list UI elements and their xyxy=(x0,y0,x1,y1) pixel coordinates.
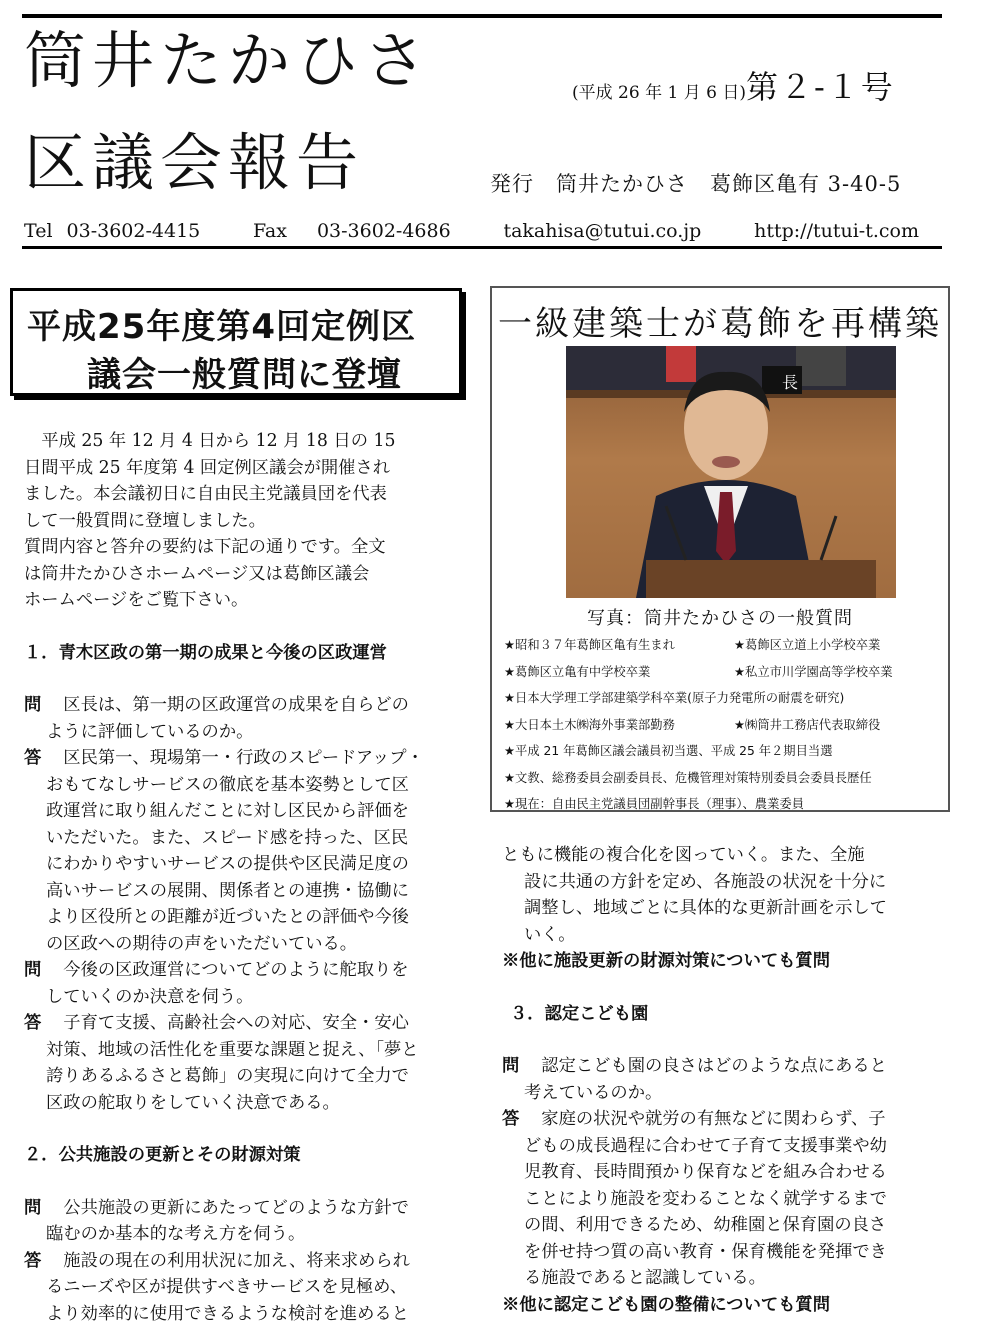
section1-answer1 xyxy=(24,745,424,957)
question-tag: 問 xyxy=(502,1056,520,1076)
header-bottom-rule xyxy=(22,246,942,249)
answer-text: ともに機能の複合化を図っていく。また、全施 xyxy=(502,845,865,865)
bio-item: ★㈱筒井工務店代表取締役 xyxy=(734,717,881,732)
website-link[interactable]: http://tutui-t.com xyxy=(754,220,919,242)
answer-text: おもてなしサービスの徹底を基本姿勢として区 xyxy=(46,774,409,795)
profile-box xyxy=(490,286,950,812)
headline-line1: 平成25年度第4回定例区 xyxy=(27,307,416,347)
answer-text: る施設であると認識している。 xyxy=(524,1268,766,1288)
intro-line: して一般質問に登壇しました。 xyxy=(24,510,266,531)
speaker-photo-illustration xyxy=(566,346,896,598)
section1-heading: １．青木区政の第一期の成果と今後の区政運営 xyxy=(24,642,387,663)
speaker-photo xyxy=(566,346,896,598)
intro-paragraph xyxy=(24,428,424,614)
section3-heading: ３．認定こども園 xyxy=(510,1003,649,1024)
answer-text: の区政への期待の声をいただいている。 xyxy=(46,933,358,954)
headline-box xyxy=(10,288,462,396)
answer-tag: 答 xyxy=(24,1013,42,1033)
publisher-info: 発行 筒井たかひさ 葛飾区亀有 3-40-5 xyxy=(490,172,902,196)
question-tag: 問 xyxy=(24,960,42,980)
left-column xyxy=(24,428,424,1327)
answer-text: るニーズや区が提供すべきサービスを見極め、 xyxy=(46,1277,408,1297)
answer-text: 政運営に取り組んだことに対し区民から評価を xyxy=(46,801,409,821)
issue-date: (平成 26 年 1 月 6 日) xyxy=(572,83,746,103)
question-tag: 問 xyxy=(24,1197,42,1218)
question-text: 臨むのか基本的な考え方を伺う。 xyxy=(46,1224,306,1244)
intro-line: 質問内容と答弁の要約は下記の通りです。全文 xyxy=(24,537,386,557)
section3-answer xyxy=(502,1106,887,1292)
section1-question2 xyxy=(24,957,424,1010)
answer-text: 対策、地域の活性化を重要な課題と捉え、「夢と xyxy=(46,1039,419,1060)
intro-line: 日間平成 25 年度第 4 回定例区議会が開催され xyxy=(24,457,391,478)
section1-question1 xyxy=(24,692,424,745)
intro-line: ました。本会議初日に自由民主党議員団を代表 xyxy=(24,484,387,504)
answer-text: 子育て支援、高齢社会への対応、安全・安心 xyxy=(63,1013,409,1033)
top-rule xyxy=(22,14,942,18)
section1-answer2 xyxy=(24,1010,424,1116)
photo-caption: 写真：筒井たかひさの一般質問 xyxy=(587,608,853,629)
bio-item: ★昭和３７年葛飾区亀有生まれ xyxy=(504,638,675,652)
right-column xyxy=(502,842,887,1318)
issue-info xyxy=(572,62,895,108)
answer-text: より区役所との距離が近づいたとの評価や今後 xyxy=(46,907,409,927)
issue-number: 第２-１号 xyxy=(745,68,895,106)
newsletter-title-name: 筒井たかひさ xyxy=(24,24,433,97)
answer-text: 施設の現在の利用状況に加え、将来求められ xyxy=(63,1250,410,1271)
bio-item: ★大日本土木㈱海外事業部勤務 xyxy=(504,717,675,732)
answer-text: 区政の舵取りをしていく決意である。 xyxy=(46,1092,340,1113)
intro-line: ホームページをご覧下さい。 xyxy=(24,590,249,610)
question-text: 区長は、第一期の区政運営の成果を自らどの xyxy=(63,695,409,715)
intro-line: は筒井たかひさホームページ又は葛飾区議会 xyxy=(24,563,370,584)
answer-text: いただいた。また、スピード感を持った、区民 xyxy=(46,827,409,848)
bio-item: ★葛飾区立道上小学校卒業 xyxy=(734,638,881,652)
fax-number: 03-3602-4686 xyxy=(316,220,451,242)
tel-number: 03-3602-4415 xyxy=(66,220,201,242)
answer-text: を併せ持つ質の高い教育・保育機能を発揮でき xyxy=(524,1241,887,1262)
section2-heading: ２．公共施設の更新とその財源対策 xyxy=(24,1145,301,1165)
answer-tag: 答 xyxy=(24,1250,42,1271)
answer-tag: 答 xyxy=(502,1109,520,1129)
bio-item: ★現在：自由民主党議員団副幹事長（理事）、農業委員 xyxy=(504,797,805,811)
question-text: 今後の区政運営についてどのように舵取りを xyxy=(63,960,409,980)
profile-title: 一級建築士が葛飾を再構築 xyxy=(498,304,942,344)
contact-line xyxy=(24,220,919,242)
question-text: 考えているのか。 xyxy=(524,1082,663,1103)
answer-text: 設に共通の方針を定め、各施設の状況を十分に xyxy=(524,871,887,892)
answer-text: いく。 xyxy=(524,924,576,945)
section3-note: ※他に認定こども園の整備についても質問 xyxy=(502,1294,830,1315)
tel-label: Tel xyxy=(24,220,53,242)
answer-text: 家庭の状況や就労の有無などに関わらず、子 xyxy=(541,1109,886,1129)
section3-question xyxy=(502,1053,887,1106)
bio-item: ★私立市川学園高等学校卒業 xyxy=(734,664,893,679)
bio-item: ★日本大学理工学部建築学科卒業(原子力発電所の耐震を研究) xyxy=(504,691,845,705)
bio-item: ★葛飾区立亀有中学校卒業 xyxy=(504,664,651,679)
answer-text: 調整し、地域ごとに具体的な更新計画を示して xyxy=(524,898,887,918)
question-text: していくのか決意を伺う。 xyxy=(46,986,254,1007)
intro-line: 平成 25 年 12 月 4 日から 12 月 18 日の 15 xyxy=(24,431,396,451)
bio-item: ★平成 21 年葛飾区議会議員初当選、平成 25 年２期目当選 xyxy=(504,744,833,758)
answer-text: より効率的に使用できるような検討を進めると xyxy=(46,1303,409,1324)
question-text: ように評価しているのか。 xyxy=(46,721,254,742)
answer-text: ことにより施設を変わることなく就学するまで xyxy=(524,1188,887,1209)
question-tag: 問 xyxy=(24,695,42,715)
answer-text: 誇りあるふるさと葛飾」の実現に向けて全力で xyxy=(46,1066,409,1086)
fax-label: Fax xyxy=(253,220,287,242)
section2-note: ※他に施設更新の財源対策についても質問 xyxy=(502,951,830,971)
answer-text: にわかりやすいサービスの提供や区民満足度の xyxy=(46,854,409,874)
answer-text: どもの成長過程に合わせて子育て支援事業や幼 xyxy=(524,1135,887,1156)
answer-tag: 答 xyxy=(24,748,42,768)
section2-question xyxy=(24,1195,424,1248)
section2-answer xyxy=(24,1248,424,1328)
newsletter-title-report: 区議会報告 xyxy=(24,126,365,199)
nameplate-text: 長 xyxy=(782,373,799,392)
email-link[interactable]: takahisa@tutui.co.jp xyxy=(503,220,702,242)
answer-text: の間、利用できるため、幼稚園と保育園の良さ xyxy=(524,1215,887,1235)
question-text: 公共施設の更新にあたってどのような方針で xyxy=(63,1197,409,1218)
question-text: 認定こども園の良さはどのような点にあると xyxy=(541,1056,887,1076)
headline-line2: 議会一般質問に登壇 xyxy=(87,355,402,395)
biography-list xyxy=(504,632,893,818)
bio-item: ★文教、総務委員会副委員長、危機管理対策特別委員会委員長歴任 xyxy=(504,770,872,785)
answer-text: 高いサービスの展開、関係者との連携・協働に xyxy=(46,880,409,901)
answer-text: 児教育、長時間預かり保育などを組み合わせる xyxy=(524,1162,887,1182)
answer-text: 区民第一、現場第一・行政のスピードアップ・ xyxy=(63,748,424,768)
